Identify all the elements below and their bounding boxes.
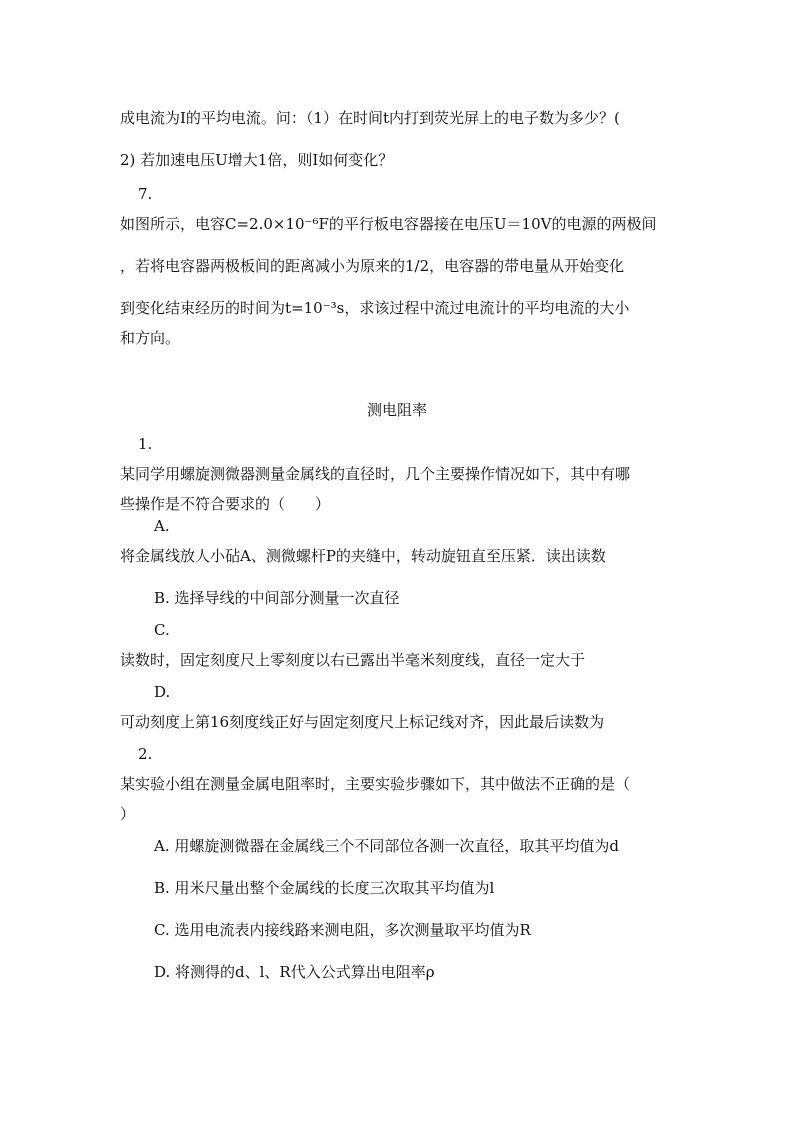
option-label: D.: [154, 683, 171, 701]
section-title: 测电阻率: [366, 401, 427, 419]
option-line: C. 选用电流表内接线路来测电阻，多次测量取平均值为R: [154, 921, 531, 939]
text-line: 成电流为I的平均电流。问：（1）在时间t内打到荧光屏上的电子数为多少？(: [120, 109, 620, 127]
option-label: C.: [154, 621, 170, 639]
question-number: 2.: [138, 745, 153, 763]
option-text: 读数时，固定刻度尺上零刻度以右已露出半毫米刻度线，直径一定大于: [120, 651, 586, 669]
option-line: B. 用米尺量出整个金属线的长度三次取其平均值为l: [154, 879, 495, 897]
option-text: 将金属线放人小砧A、测微螺杆P的夹缝中，转动旋钮直至压紧．读出读数: [120, 547, 606, 565]
text-line: 到变化结束经历的时间为t=10⁻³s，求该过程中流过电流计的平均电流的大小: [120, 299, 630, 317]
option-label: A.: [154, 517, 170, 535]
text-line: ）: [120, 805, 136, 823]
text-line: 些操作是不符合要求的（ ）: [120, 495, 331, 513]
question-number: 1.: [138, 435, 153, 453]
text-line: 如图所示，电容C=2.0×10⁻⁶F的平行板电容器接在电压U＝10V的电源的两极间: [120, 215, 657, 233]
option-line: B. 选择导线的中间部分测量一次直径: [154, 589, 400, 607]
text-line: ，若将电容器两极板间的距离减小为原来的1/2，电容器的带电量从开始变化: [120, 257, 625, 275]
option-line: D. 将测得的d、l、R代入公式算出电阻率ρ: [154, 963, 435, 981]
text-line: 2) 若加速电压U增大1倍，则I如何变化？: [120, 151, 394, 169]
option-line: A. 用螺旋测微器在金属线三个不同部位各测一次直径，取其平均值为d: [154, 837, 619, 855]
text-line: 某同学用螺旋测微器测量金属线的直径时，几个主要操作情况如下，其中有哪: [120, 465, 631, 483]
option-text: 可动刻度上第16刻度线正好与固定刻度尺上标记线对齐，因此最后读数为: [120, 713, 605, 731]
text-line: 某实验小组在测量金属电阻率时，主要实验步骤如下，其中做法不正确的是（: [120, 775, 631, 793]
text-line: 和方向。: [120, 329, 181, 347]
question-number: 7.: [138, 185, 153, 203]
